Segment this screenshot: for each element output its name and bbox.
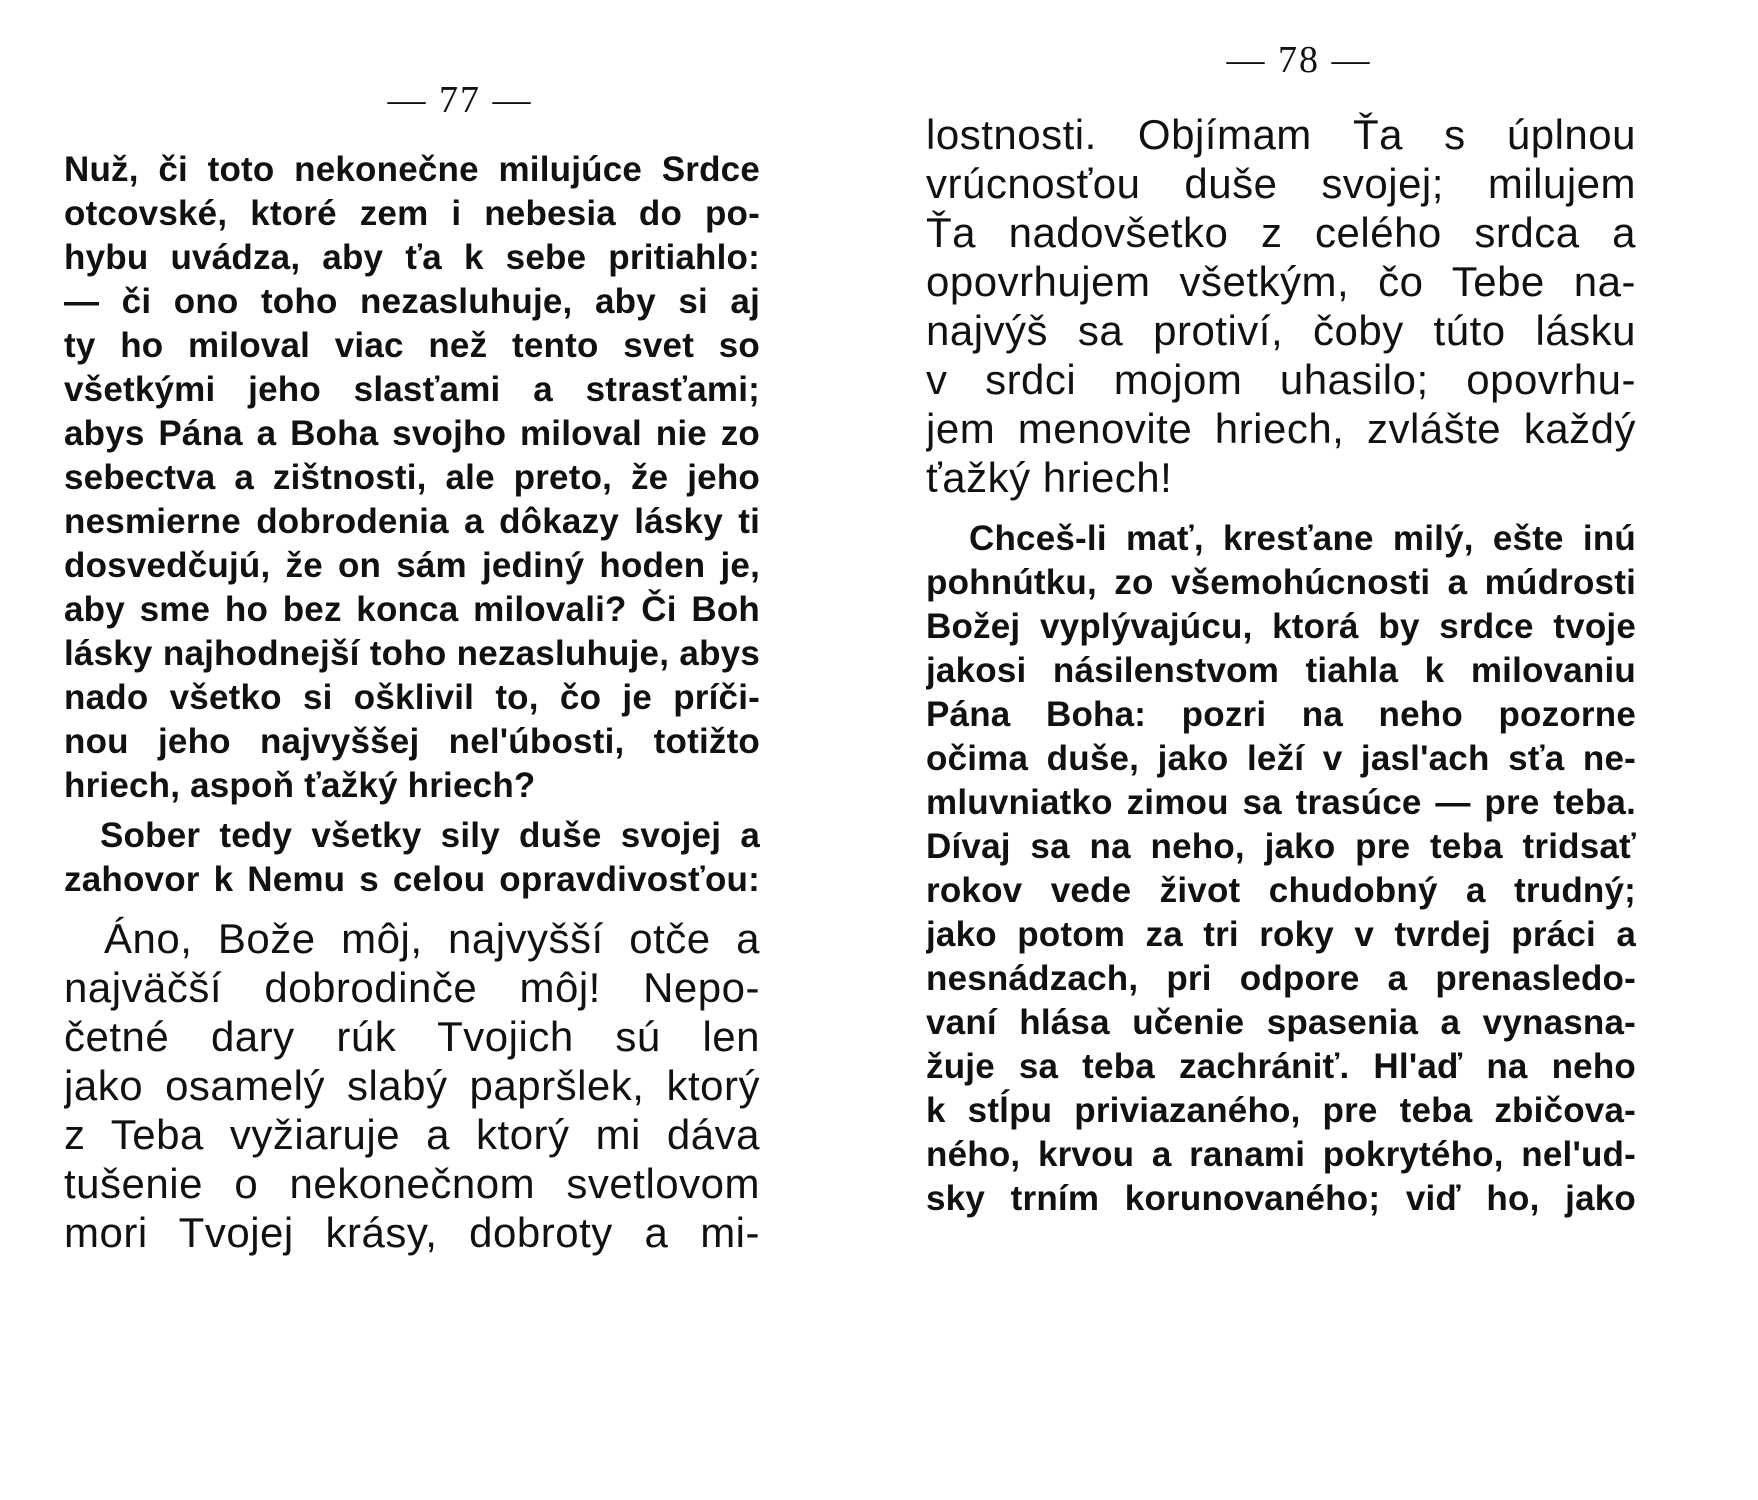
text-line: lásky najhodnejší toho nezasluhuje, abys xyxy=(64,634,760,673)
text-line: Sober tedy všetky sily duše svojej a xyxy=(100,816,760,855)
text-line: lostnosti. Objímam Ťa s úplnou xyxy=(926,111,1636,158)
text-line: očima duše, jako leží v jasl'ach sťa ne- xyxy=(926,739,1636,778)
text-line: všetkými jeho slasťami a strasťami; xyxy=(64,370,760,409)
text-line: Nuž, či toto nekonečne milujúce Srdce xyxy=(64,150,760,189)
text-line: jako osamelý slabý papršlek, ktorý xyxy=(64,1062,760,1109)
text-line: zahovor k Nemu s celou opravdivosťou: xyxy=(64,860,760,899)
text-line: žuje sa teba zachrániť. Hl'aď na neho xyxy=(926,1047,1636,1086)
text-line: sebectva a zištnosti, ale preto, že jeho xyxy=(64,458,760,497)
text-line: pohnútku, zo všemohúcnosti a múdrosti xyxy=(926,563,1636,602)
text-line: z Teba vyžiaruje a ktorý mi dáva xyxy=(64,1111,760,1158)
text-line: ného, krvou a ranami pokrytého, nel'ud- xyxy=(926,1135,1636,1174)
text-line: opovrhujem všetkým, čo Tebe na- xyxy=(926,258,1636,305)
text-line: jem menovite hriech, zvlášte každý xyxy=(926,405,1636,452)
text-line: jako potom za tri roky v tvrdej práci a xyxy=(926,915,1636,954)
text-line: Chceš-li mať, kresťane milý, ešte inú xyxy=(969,519,1636,558)
text-line: ty ho miloval viac než tento svet so xyxy=(64,326,760,365)
text-line: hybu uvádza, aby ťa k sebe pritiahlo: xyxy=(64,238,760,277)
page-number-left: — 77 — xyxy=(387,79,533,121)
text-line: aby sme ho bez konca milovali? Či Boh xyxy=(64,590,760,629)
text-line: Božej vyplývajúcu, ktorá by srdce tvoje xyxy=(926,607,1636,646)
right-page xyxy=(879,0,1758,1500)
text-line: dosvedčujú, že on sám jediný hoden je, xyxy=(64,546,760,585)
text-line: — či ono toho nezasluhuje, aby si aj xyxy=(64,282,760,321)
text-line: mori Tvojej krásy, dobroty a mi- xyxy=(64,1209,760,1256)
text-line: nesmierne dobrodenia a dôkazy lásky ti xyxy=(64,502,760,541)
text-line: abys Pána a Boha svojho miloval nie zo xyxy=(64,414,760,453)
text-line: mluvniatko zimou sa trasúce — pre teba. xyxy=(926,783,1636,822)
text-line: rokov vede život chudobný a trudný; xyxy=(926,871,1636,910)
text-line: tušenie o nekonečnom svetlovom xyxy=(64,1160,760,1207)
text-line: vrúcnosťou duše svojej; milujem xyxy=(926,160,1636,207)
text-line: nado všetko si ošklivil to, čo je príči- xyxy=(64,678,760,717)
text-line: Pána Boha: pozri na neho pozorne xyxy=(926,695,1636,734)
text-line: Dívaj sa na neho, jako pre teba tridsať xyxy=(926,827,1636,866)
text-line: hriech, aspoň ťažký hriech? xyxy=(64,766,536,805)
text-line: Ťa nadovšetko z celého srdca a xyxy=(926,209,1636,256)
text-line: jakosi násilenstvom tiahla k milovaniu xyxy=(926,651,1636,690)
text-line: otcovské, ktoré zem i nebesia do po- xyxy=(64,194,760,233)
text-line: najvýš sa protiví, čoby túto lásku xyxy=(926,307,1636,354)
text-line: ťažký hriech! xyxy=(926,454,1173,501)
text-line: najväčší dobrodinče môj! Nepo- xyxy=(64,964,760,1011)
text-line: četné dary rúk Tvojich sú len xyxy=(64,1013,760,1060)
text-line: vaní hlása učenie spasenia a vynasna- xyxy=(926,1003,1636,1042)
text-line: v srdci mojom uhasilo; opovrhu- xyxy=(926,356,1636,403)
page-number-right: — 78 — xyxy=(1226,39,1372,81)
text-line: Áno, Bože môj, najvyšší otče a xyxy=(104,915,760,962)
text-line: nou jeho najvyššej nel'úbosti, totižto xyxy=(64,722,760,761)
text-line: sky trním korunovaného; viď ho, jako xyxy=(926,1179,1636,1218)
text-line: nesnádzach, pri odpore a prenasledo- xyxy=(926,959,1636,998)
text-line: k stĺpu priviazaného, pre teba zbičova- xyxy=(926,1091,1636,1130)
